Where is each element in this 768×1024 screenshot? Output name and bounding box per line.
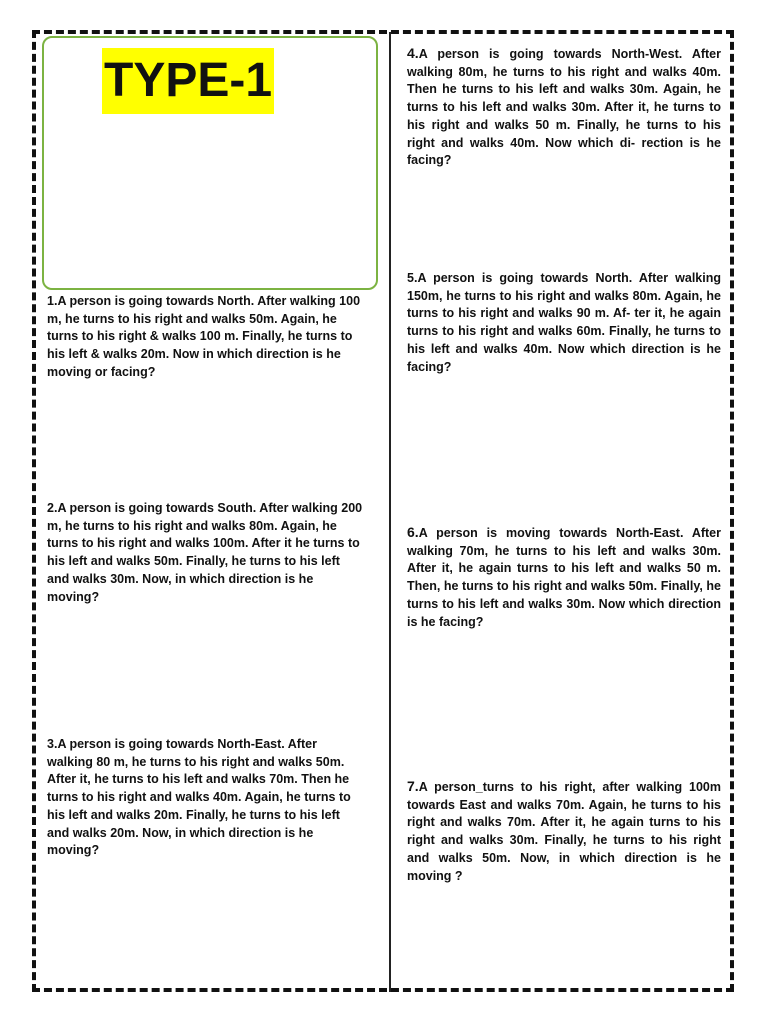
- question-4: [407, 45, 721, 170]
- question-number: 1.: [47, 294, 58, 308]
- column-divider: [389, 32, 391, 992]
- question-7: [407, 778, 721, 885]
- question-number: 3.: [47, 737, 58, 751]
- question-text: A person is going towards North-East. After walking 80 m, he turns to his right and walks 50m. After it, he turns to his left and walks 70m. Then he turns to his right and walks 40m. Again, he turns to his left and walks 20m. Finally, he turns to his left and walks 20m. Now, in which direction is he moving?: [47, 737, 351, 858]
- question-1: [47, 293, 363, 382]
- question-text: A person is going towards North. After walking 150m, he turns to his right and walks 80m. Again, he turns to his right and walks 90 m. Af- ter it, he again turns to his right and walks 60m. Finally, he turns to his left and walks 40m. Now which direction is he facing?: [407, 271, 721, 374]
- question-text: A person is moving towards North-East. After walking 70m, he turns to his left and walks 30m. After it, he again turns to his left and walks 50 m. Then, he turns to his right and walks 50m. Finally, he turns to his left and walks 30m. Now which direction is he facing?: [407, 526, 721, 629]
- question-text: A person is going towards North. After walking 100 m, he turns to his right and walks 50m. Again, he turns to his right & walks 100 m. Finally, he turns to his left & walks 20m. Now in which direction is he moving or facing?: [47, 294, 361, 379]
- question-text: A person_turns to his right, after walking 100m towards East and walks 70m. Again, he turns to his right and walks 70m. After it, he again turns to his right and walks 30m. Finally, he turns to his right and walks 50m. Now, in which direction is he moving ?: [407, 780, 721, 883]
- question-number: 5.: [407, 271, 418, 285]
- question-3: [47, 736, 363, 860]
- question-6: [407, 524, 721, 631]
- question-text: A person is going towards North-West. After walking 80m, he turns to his right and walks 40m. Then he turns to his left and walks 30m. Again, he turns to his left and walks 30m. After it, he turns to his right and walks 50 m. Finally, he turns to his right and walks 40m. Now which di- rection is he facing?: [407, 47, 721, 168]
- page-title: TYPE-1: [102, 48, 274, 114]
- question-number: 4.: [407, 45, 419, 61]
- question-5: [407, 270, 721, 376]
- question-2: [47, 500, 363, 606]
- question-number: 6.: [407, 524, 419, 540]
- question-text: A person is going towards South. After walking 200 m, he turns to his right and walks 80m. Again, he turns to his right and walks 100m. After it he turns to his left and walks 50m. Finally, he turns to his left and walks 30m. Now, in which direction is he moving?: [47, 501, 363, 604]
- question-number: 7.: [407, 778, 419, 794]
- question-number: 2.: [47, 501, 58, 515]
